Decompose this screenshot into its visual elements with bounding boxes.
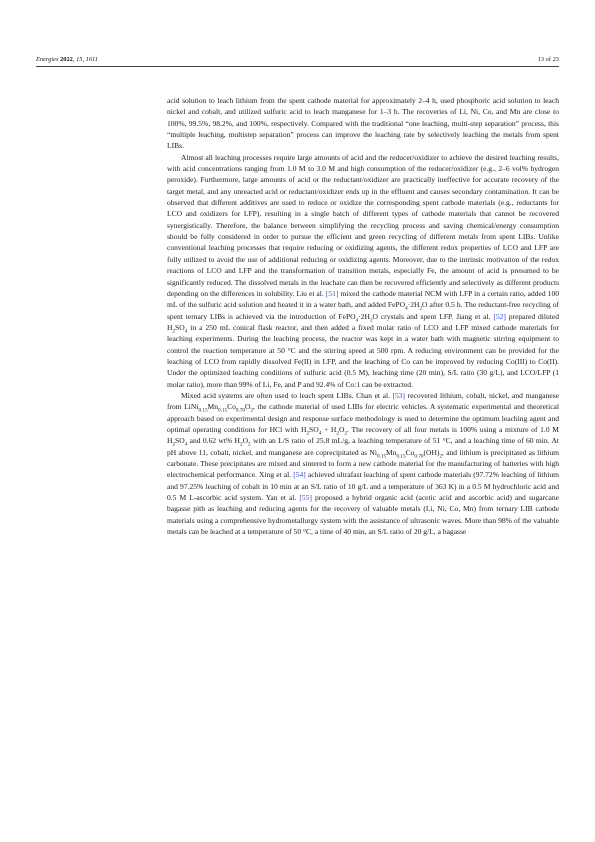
subscript: 0.70 [414,453,424,460]
paragraph-1 [167,95,559,152]
paragraph-text: achieved ultrafast leaching of spent cathode materials (97.72% leaching of lithium and 97.25% leaching of cobalt in 10 min at an S/L ratio of 10 g/L and a temperature of 363 K) in a 0.5 M hydrochloric acid and 0.5 M L-ascorbic acid system. Yan et al. [167,470,559,503]
subscript: 4 [184,441,188,448]
paragraph-text: Almost all leaching processes require large amounts of acid and the reducer/oxidizer to achieve the desired leaching results, with acid concentrations ranging from 1.0 M to 3.0 M and high consumption of the reducer/oxidizer (e.g., 2–6 vol% hydrogen peroxide). Furthermore, large amounts of acid or the reductant/oxidizer are practically ineffective for accurate recovery of the target metal, and any unreacted acid or reductant/oxidizer ends up in the effluent and causes secondary contamination. It can be observed that different additives are used to reduce or oxidize the corresponding spent cathode materials (e.g., reductants for LCO and oxidizers for LFP), resulting in a single batch of different types of cathode materials that cannot be recovered synergistically. Therefore, the balance between simplifying the recycling process and saving chemical/energy consumption should be fully considered in order to pursue the efficient and green recycling of different metals from spent LIBs. Unlike conventional leaching processes that require reducing or oxidizing agents, the different redox properties of LCO and LFP are fully utilized to avoid the use of additional reducing or oxidizing agents. Moreover, due to the intrinsic motivation of the redox reactions of LCO and LFP and the transformation of transition metals, especially Fe, the amount of acid is presumed to be significantly reduced. The dissolved metals in the leachate can then be recovered efficiently and selectively as different products depending on the differences in solubility. Liu et al. [167,152,559,298]
paragraph-2 [167,152,559,390]
paragraph-text: O [338,424,345,434]
subscript: 2 [248,441,251,448]
paragraph-text: SO [175,322,185,332]
paragraph-text: , the cathode material of used LIBs for electric vehicles. A systematic experimental and theoretical approach based on experimental design and response surface methodology is used to determine the optimum leaching agent and optimal operating conditions for HCl with H [167,402,560,434]
subscript: 4 [318,430,322,437]
body-text [167,95,559,537]
paragraph-text: O [242,436,249,446]
subscript: 2 [250,407,254,414]
subscript: 0.15 [218,407,228,414]
paragraph-text: ·2H [407,300,420,310]
citation-link[interactable]: [53] [392,390,406,400]
paragraph-text: prepared diluted H [167,311,559,332]
citation-link[interactable]: [55] [299,493,312,503]
paragraph-text: with an L/S ratio of 25.8 mL/g, a leaching temperature of 51 °C, and a leaching time of 60 min. At pH above 11, cobalt, nickel, and manganese are coprecipitated as Ni [167,436,559,457]
paragraph-text: + H [321,424,337,434]
paragraph-3 [167,390,559,537]
subscript: 2 [439,453,443,460]
paragraph-text: SO [175,436,185,446]
subscript: 0.15 [376,453,387,460]
subscript: 2 [344,430,348,437]
page-header [36,56,559,63]
paragraph-text: O after 0.5 h. The reductant-free recycling of spent ternary LIBs is achieved via the introduction of FePO [167,300,559,321]
journal-citation [36,56,98,63]
subscript: 2 [419,305,423,312]
subscript: 0.15 [396,453,406,460]
subscript: 2 [172,441,176,448]
paragraph-text: and 0.62 wt% H [187,436,240,446]
paragraph-text: ·2H [358,311,370,321]
subscript: 4 [184,328,188,335]
paragraph-text: Mn [207,402,219,412]
citation-link[interactable]: [54] [293,470,306,480]
paragraph-text: Mixed acid systems are often used to leach spent LIBs. Chan et al. [181,390,393,400]
subscript: 2 [172,328,176,335]
subscript: 4 [355,317,359,324]
paragraph-text: . The recovery of all four metals is 100% using a mixture of 1.0 M H [167,424,560,446]
page-number: 13 of 23 [537,56,559,63]
paragraph-text: , and lithium is precipitated as lithium carbonate. These precipitates are mixed and sintered to form a new cathode material for the manufacturing of batteries with high electrochemical performance. Xing et al. [167,447,559,480]
subscript: 2 [336,430,339,437]
subscript: 2 [369,317,373,324]
paragraph-text: (OH) [423,447,440,457]
paragraph-text: O [244,402,251,412]
paragraph-text: proposed a hybrid organic acid (acetic acid and ascorbic acid) and sugarcane bagasse pith as leaching and reducing agents for the recovery of valuable metals (Li, Ni, Co, Mn) from ternary LIB cathode materials using a comprehensive hydrometallurgy system with the assistance of ultrasonic waves. More than 98% of the valuable metals can be leached at a temperature of 50 °C, a time of 40 min, an S/L ratio of 20 g/L, a bagasse [167,493,559,537]
header-rule [36,66,559,67]
citation-link[interactable]: [51] [325,288,339,298]
paragraph-text: acid solution to leach lithium from the spent cathode material for approximately 2–4 h, used phosphoric acid solution to leach nickel and cobalt, and utilized sulfuric acid to leach manganese for 1–3 h. The recoveries of Li, Ni, Co, and Mn are close to 100%, 99.5%, 98.2%, and 100%, respectively. Compared with the traditional “one leaching, multi-step separation” process, this “multiple leaching, multistep separation” process can improve the leaching rate by selectively leaching the metals from spent LIBs. [167,96,559,151]
paragraph-text: O crystals and spent LFP. Jiang et al. [372,311,494,321]
citation-link[interactable]: [52] [493,311,506,321]
subscript: 4 [405,305,408,312]
paragraph-text: recovered lithium, cobalt, nickel, and manganese from LiNi [167,390,559,412]
paragraph-text: Mn [386,447,397,457]
subscript: 2 [306,430,310,437]
journal-year: 2022 [60,56,73,63]
subscript: 2 [239,441,243,448]
subscript: 0.70 [235,407,245,414]
subscript: 0.15 [198,407,208,414]
journal-name: Energies [36,56,59,63]
paragraph-text: mixed the cathode material NCM with LFP in a certain ratio, added 100 mL of the sulfuric acid solution and heated it in a water bath, and added FePO [167,288,559,310]
paragraph-text: Co [405,447,415,457]
paragraph-text: Co [227,402,236,412]
paragraph-text: in a 250 mL conical flask reactor, and then added a fixed molar ratio of LCO and LFP mixed cathode materials for leaching experiments. During the leaching process, the reactor was kept in a water bath with magnetic stirring equipment to control the reaction temperature at 50 °C and the stirring speed at 500 rpm. A reducing environment can be provided for the leaching of LCO from rapidly dissolved Fe(II) in LFP, and the leaching of Co can be improved by reducing Co(III) to Co(II). Under the optimized leaching conditions of sulfuric acid (0.5 M), leaching time (20 min), S/L ratio (30 g/L), and LCO/LFP (1 molar ratio), more than 99% of Li, Fe, and P and 92.4% of Co:1 can be extracted. [167,322,559,389]
journal-volume: , 15, 1611 [72,56,98,63]
paragraph-text: SO [309,424,319,434]
